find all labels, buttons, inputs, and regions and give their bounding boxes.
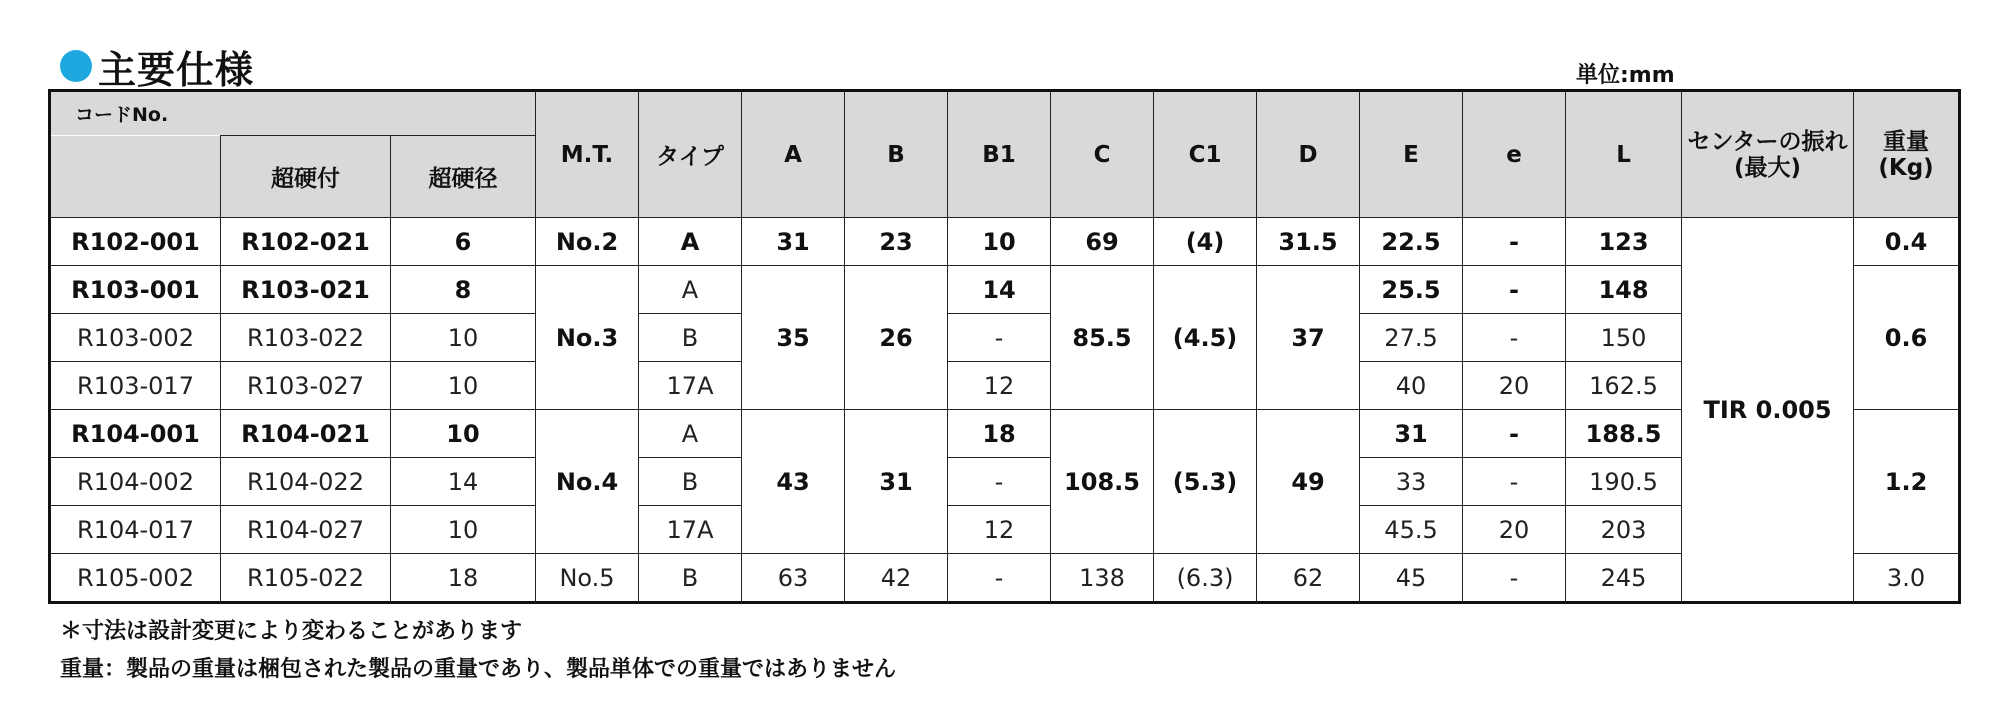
cell-mt: No.5 [536, 554, 639, 602]
cell-code: R103-002 [51, 314, 221, 362]
cell-tipped: R102-021 [221, 218, 391, 266]
cell-c1: (4) [1154, 218, 1257, 266]
cell-b: 42 [845, 554, 948, 602]
header-l: L [1566, 92, 1682, 218]
cell-e-upper: 45 [1360, 554, 1463, 602]
header-e-lower: e [1463, 92, 1566, 218]
cell-b1: 12 [948, 362, 1051, 410]
cell-type: A [639, 218, 742, 266]
table-row [51, 410, 1959, 458]
cell-c: 108.5 [1051, 410, 1154, 554]
cell-l: 162.5 [1566, 362, 1682, 410]
cell-c: 138 [1051, 554, 1154, 602]
header-mt: M.T. [536, 92, 639, 218]
cell-type: B [639, 314, 742, 362]
cell-dia: 10 [391, 314, 536, 362]
header-b1: B1 [948, 92, 1051, 218]
cell-a: 35 [742, 266, 845, 410]
cell-e-lower: 20 [1463, 362, 1566, 410]
cell-b1: 18 [948, 410, 1051, 458]
header-b: B [845, 92, 948, 218]
note-weight: 重量：製品の重量は梱包された製品の重量であり、製品単体での重量ではありません [60, 657, 897, 682]
cell-d: 31.5 [1257, 218, 1360, 266]
cell-b1: 12 [948, 506, 1051, 554]
cell-mt: No.3 [536, 266, 639, 410]
table-row [51, 266, 1959, 314]
cell-code: R104-017 [51, 506, 221, 554]
cell-type: B [639, 458, 742, 506]
cell-code: R104-002 [51, 458, 221, 506]
cell-e-lower: - [1463, 410, 1566, 458]
cell-runout: TIR 0.005 [1682, 218, 1854, 602]
header-d: D [1257, 92, 1360, 218]
cell-e-upper: 31 [1360, 410, 1463, 458]
cell-code: R103-017 [51, 362, 221, 410]
cell-l: 245 [1566, 554, 1682, 602]
cell-e-lower: - [1463, 218, 1566, 266]
header-runout: センターの振れ (最大) [1682, 92, 1854, 218]
cell-tipped: R103-027 [221, 362, 391, 410]
cell-b1: 10 [948, 218, 1051, 266]
cell-dia: 10 [391, 506, 536, 554]
cell-tipped: R104-021 [221, 410, 391, 458]
cell-mt: No.4 [536, 410, 639, 554]
cell-b: 26 [845, 266, 948, 410]
cell-type: A [639, 266, 742, 314]
cell-dia: 14 [391, 458, 536, 506]
cell-tipped: R105-022 [221, 554, 391, 602]
cell-tipped: R104-022 [221, 458, 391, 506]
cell-b1: - [948, 458, 1051, 506]
cell-code: R105-002 [51, 554, 221, 602]
cell-e-upper: 45.5 [1360, 506, 1463, 554]
header-code-blank [51, 136, 221, 218]
header-e-upper: E [1360, 92, 1463, 218]
cell-c1: (4.5) [1154, 266, 1257, 410]
cell-b1: - [948, 314, 1051, 362]
spec-table [50, 91, 1959, 602]
cell-a: 63 [742, 554, 845, 602]
header-c: C [1051, 92, 1154, 218]
cell-e-upper: 25.5 [1360, 266, 1463, 314]
cell-e-upper: 22.5 [1360, 218, 1463, 266]
cell-mt: No.2 [536, 218, 639, 266]
cell-b1: - [948, 554, 1051, 602]
cell-type: 17A [639, 362, 742, 410]
table-row [51, 554, 1959, 602]
section-title [60, 42, 254, 90]
cell-b: 23 [845, 218, 948, 266]
bullet-circle-icon [60, 50, 92, 82]
cell-l: 203 [1566, 506, 1682, 554]
cell-code: R104-001 [51, 410, 221, 458]
header-carbide-dia: 超硬径 [391, 136, 536, 218]
cell-e-lower: - [1463, 458, 1566, 506]
cell-dia: 8 [391, 266, 536, 314]
cell-weight: 0.4 [1854, 218, 1959, 266]
table-row [51, 362, 1959, 410]
cell-l: 148 [1566, 266, 1682, 314]
table-row [51, 218, 1959, 266]
cell-weight: 0.6 [1854, 266, 1959, 410]
cell-code: R102-001 [51, 218, 221, 266]
header-code-no: コードNo. [51, 92, 536, 136]
cell-code: R103-001 [51, 266, 221, 314]
cell-dia: 10 [391, 410, 536, 458]
cell-l: 150 [1566, 314, 1682, 362]
table-row [51, 314, 1959, 362]
cell-tipped: R103-021 [221, 266, 391, 314]
cell-d: 49 [1257, 410, 1360, 554]
header-weight: 重量 (Kg) [1854, 92, 1959, 218]
cell-c1: (5.3) [1154, 410, 1257, 554]
cell-d: 37 [1257, 266, 1360, 410]
cell-d: 62 [1257, 554, 1360, 602]
cell-e-lower: - [1463, 314, 1566, 362]
cell-tipped: R103-022 [221, 314, 391, 362]
section-title-text: 主要仕様 [98, 47, 255, 92]
table-row [51, 458, 1959, 506]
cell-weight: 1.2 [1854, 410, 1959, 554]
header-carbide-tipped: 超硬付 [221, 136, 391, 218]
cell-type: A [639, 410, 742, 458]
unit-label: 単位:mm [1576, 63, 1675, 88]
cell-type: 17A [639, 506, 742, 554]
cell-c: 69 [1051, 218, 1154, 266]
cell-tipped: R104-027 [221, 506, 391, 554]
cell-e-lower: - [1463, 266, 1566, 314]
cell-l: 190.5 [1566, 458, 1682, 506]
cell-e-upper: 40 [1360, 362, 1463, 410]
header-type: タイプ [639, 92, 742, 218]
cell-e-lower: 20 [1463, 506, 1566, 554]
cell-type: B [639, 554, 742, 602]
header-c1: C1 [1154, 92, 1257, 218]
cell-weight: 3.0 [1854, 554, 1959, 602]
note-dimensions: ＊寸法は設計変更により変わることがあります [60, 619, 523, 644]
cell-b: 31 [845, 410, 948, 554]
header-a: A [742, 92, 845, 218]
cell-a: 31 [742, 218, 845, 266]
cell-dia: 6 [391, 218, 536, 266]
cell-e-lower: - [1463, 554, 1566, 602]
cell-l: 188.5 [1566, 410, 1682, 458]
cell-a: 43 [742, 410, 845, 554]
table-row [51, 506, 1959, 554]
cell-c: 85.5 [1051, 266, 1154, 410]
cell-b1: 14 [948, 266, 1051, 314]
cell-dia: 10 [391, 362, 536, 410]
cell-e-upper: 33 [1360, 458, 1463, 506]
cell-c1: (6.3) [1154, 554, 1257, 602]
cell-l: 123 [1566, 218, 1682, 266]
cell-e-upper: 27.5 [1360, 314, 1463, 362]
cell-dia: 18 [391, 554, 536, 602]
